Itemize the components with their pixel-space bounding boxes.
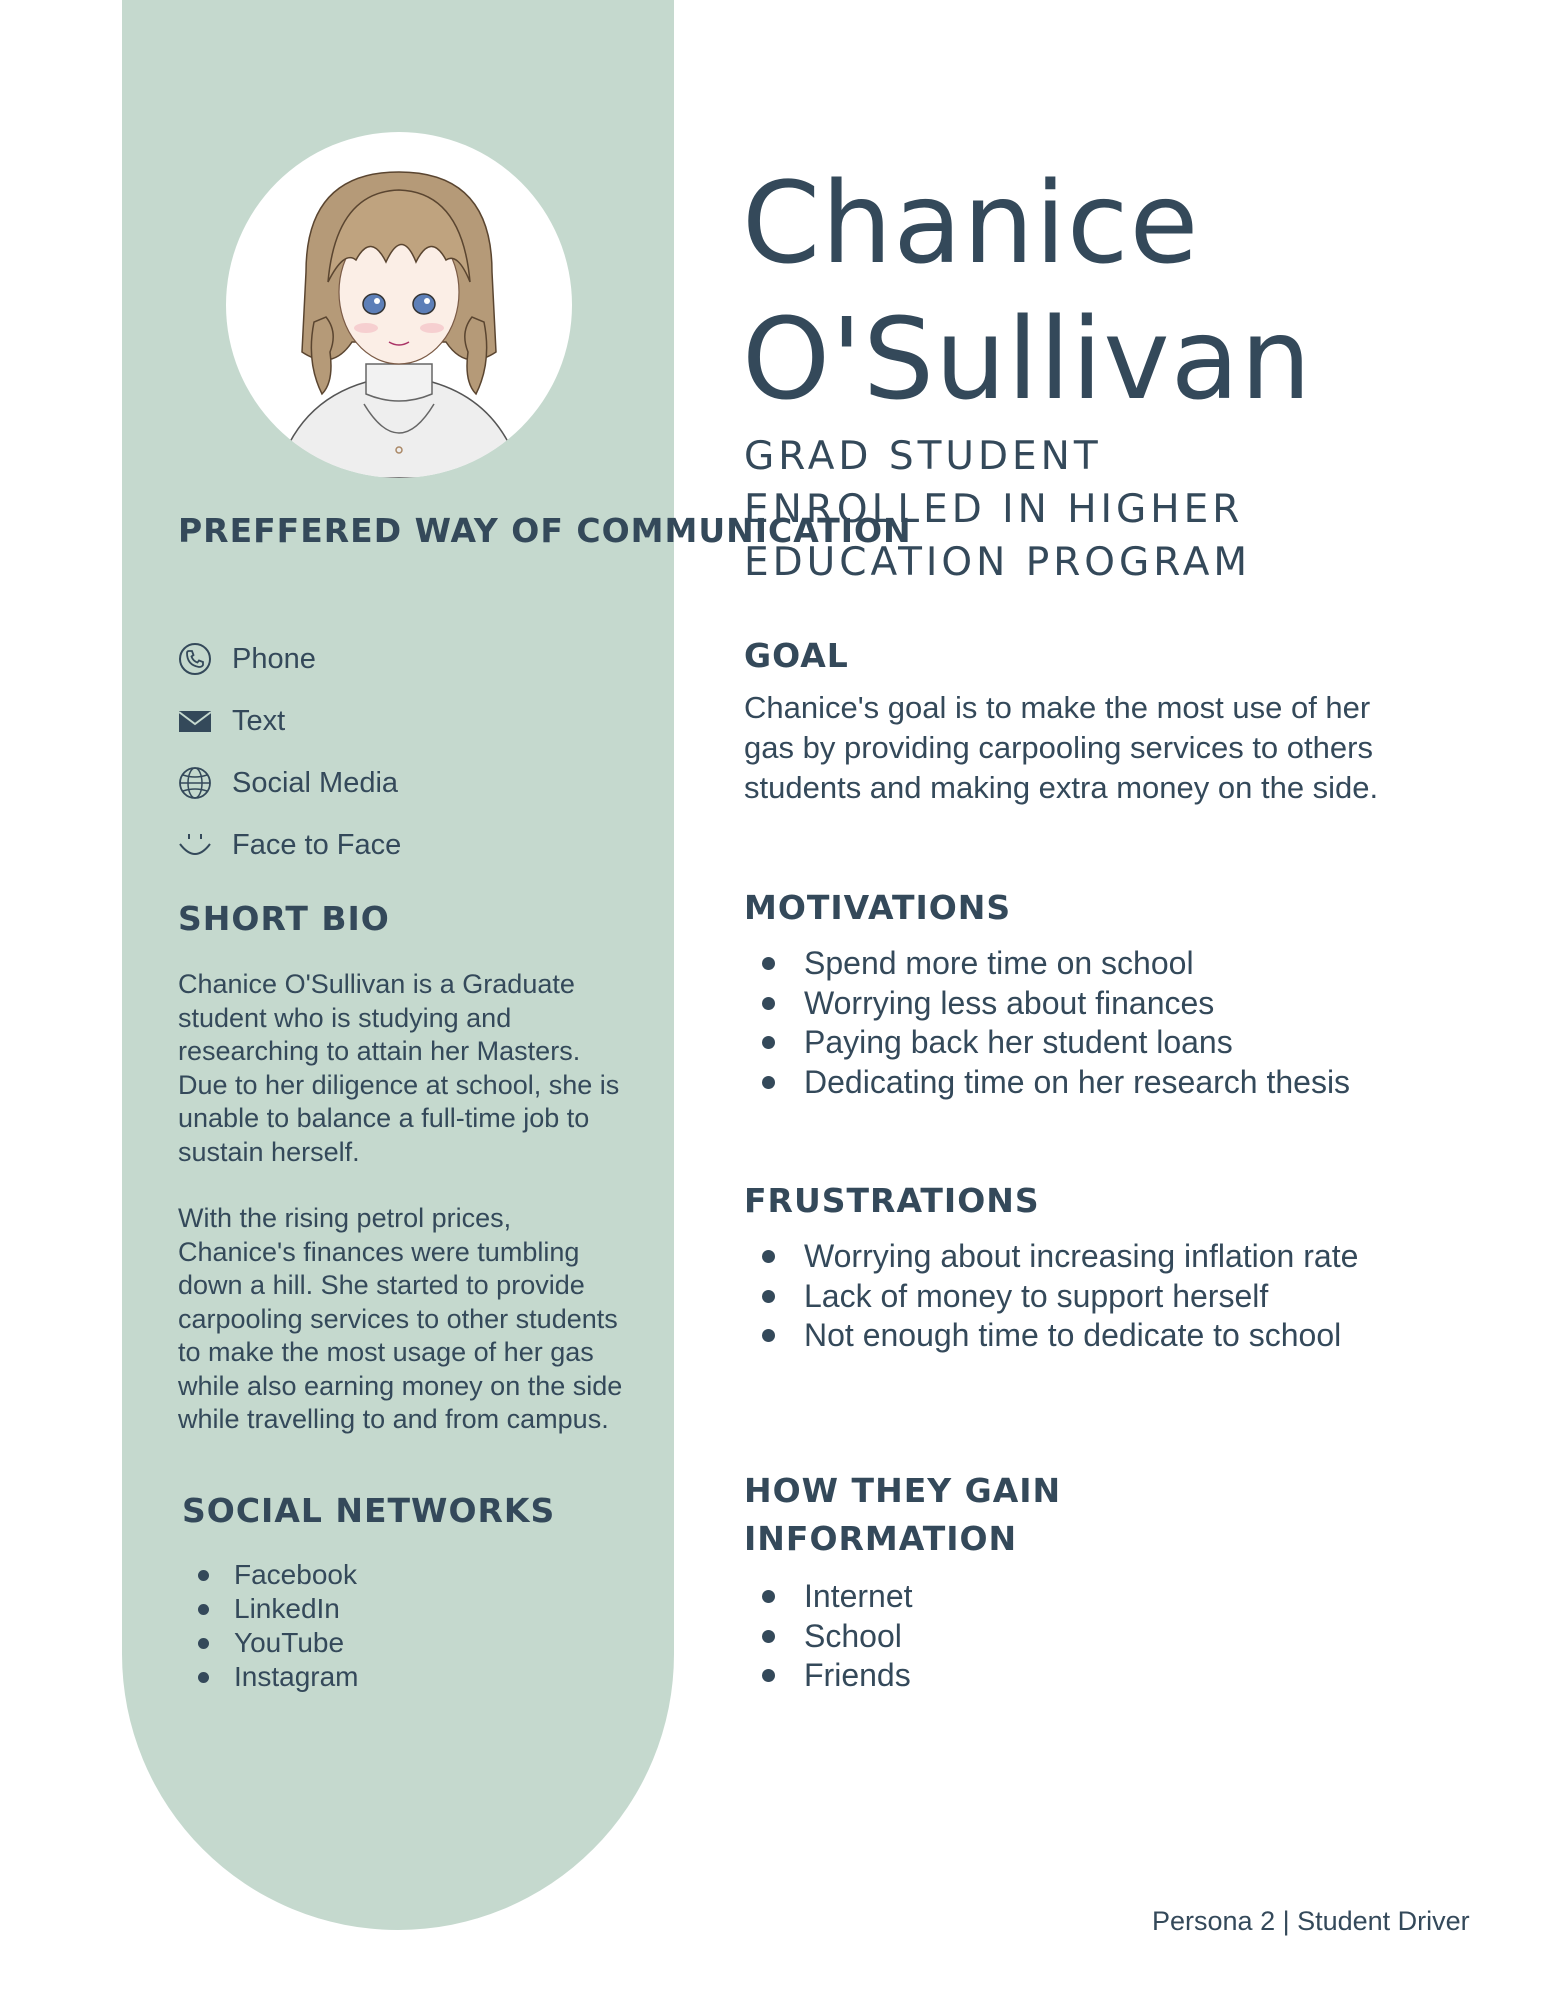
- footer-label: Persona 2 | Student Driver: [1152, 1906, 1470, 1936]
- communication-label: Social Media: [232, 766, 399, 799]
- goal-text: Chanice's goal is to make the most use of her gas by providing carpooling services to others students and making extra money on the side.: [744, 690, 1379, 805]
- persona-name-last: O'Sullivan: [742, 295, 1313, 425]
- social-network-item: Instagram: [196, 1660, 359, 1694]
- bio-paragraph: With the rising petrol prices, Chanice's finances were tumbling down a hill. She started to provide carpooling services to other students to make the most usage of her gas while also earning money on the side while travelling to and from campus.: [178, 1203, 623, 1434]
- social-network-item: Facebook: [196, 1558, 359, 1592]
- persona-name-first: Chanice: [742, 159, 1200, 289]
- information-item: School: [758, 1617, 913, 1657]
- motivation-item: Spend more time on school: [758, 944, 1350, 984]
- communication-label: Phone: [232, 642, 316, 675]
- motivation-item: Paying back her student loans: [758, 1023, 1350, 1063]
- persona-name: [742, 156, 1312, 428]
- frustrations-heading: FRUSTRATIONS: [744, 1181, 1040, 1220]
- communication-item-text: [178, 690, 401, 752]
- information-item: Friends: [758, 1656, 913, 1696]
- bio-paragraph: Chanice O'Sullivan is a Graduate student who is studying and researching to attain her Masters. Due to her diligence at school, she is unable to balance a full-time job to sustain herself.: [178, 969, 620, 1167]
- communication-item-phone: [178, 628, 401, 690]
- bio-text: [178, 968, 628, 1470]
- motivations-list: [758, 944, 1350, 1102]
- communication-heading: PREFFERED WAY OF COMMUNICATION: [178, 511, 912, 550]
- motivations-heading: MOTIVATIONS: [744, 888, 1012, 927]
- frustration-item: Worrying about increasing inflation rate: [758, 1237, 1358, 1277]
- persona-role: GRAD STUDENT ENROLLED IN HIGHER EDUCATION PROGRAM: [744, 434, 1252, 585]
- smiley-icon: [178, 828, 212, 862]
- communication-item-face-to-face: [178, 814, 401, 876]
- communication-label: Text: [232, 704, 286, 737]
- frustration-item: Lack of money to support herself: [758, 1277, 1358, 1317]
- information-heading-line1: HOW THEY GAIN: [744, 1471, 1062, 1510]
- social-networks-list: [196, 1558, 359, 1694]
- information-list: [758, 1577, 913, 1696]
- avatar: [226, 132, 572, 478]
- avatar-illustration: [226, 132, 572, 478]
- goal-heading: GOAL: [744, 636, 849, 675]
- social-network-item: LinkedIn: [196, 1592, 359, 1626]
- information-heading: [744, 1467, 1061, 1563]
- social-networks-heading: SOCIAL NETWORKS: [182, 1491, 556, 1530]
- information-item: Internet: [758, 1577, 913, 1617]
- phone-icon: [178, 642, 212, 676]
- information-heading-line2: INFORMATION: [744, 1519, 1018, 1558]
- globe-icon: [178, 766, 212, 800]
- frustrations-list: [758, 1237, 1358, 1356]
- motivation-item: Worrying less about finances: [758, 984, 1350, 1024]
- communication-label: Face to Face: [232, 828, 402, 861]
- social-network-item: YouTube: [196, 1626, 359, 1660]
- communication-item-social-media: [178, 752, 401, 814]
- motivation-item: Dedicating time on her research thesis: [758, 1063, 1350, 1103]
- frustration-item: Not enough time to dedicate to school: [758, 1316, 1358, 1356]
- communication-list: [178, 628, 401, 876]
- envelope-icon: [178, 704, 212, 738]
- bio-heading: SHORT BIO: [178, 899, 390, 938]
